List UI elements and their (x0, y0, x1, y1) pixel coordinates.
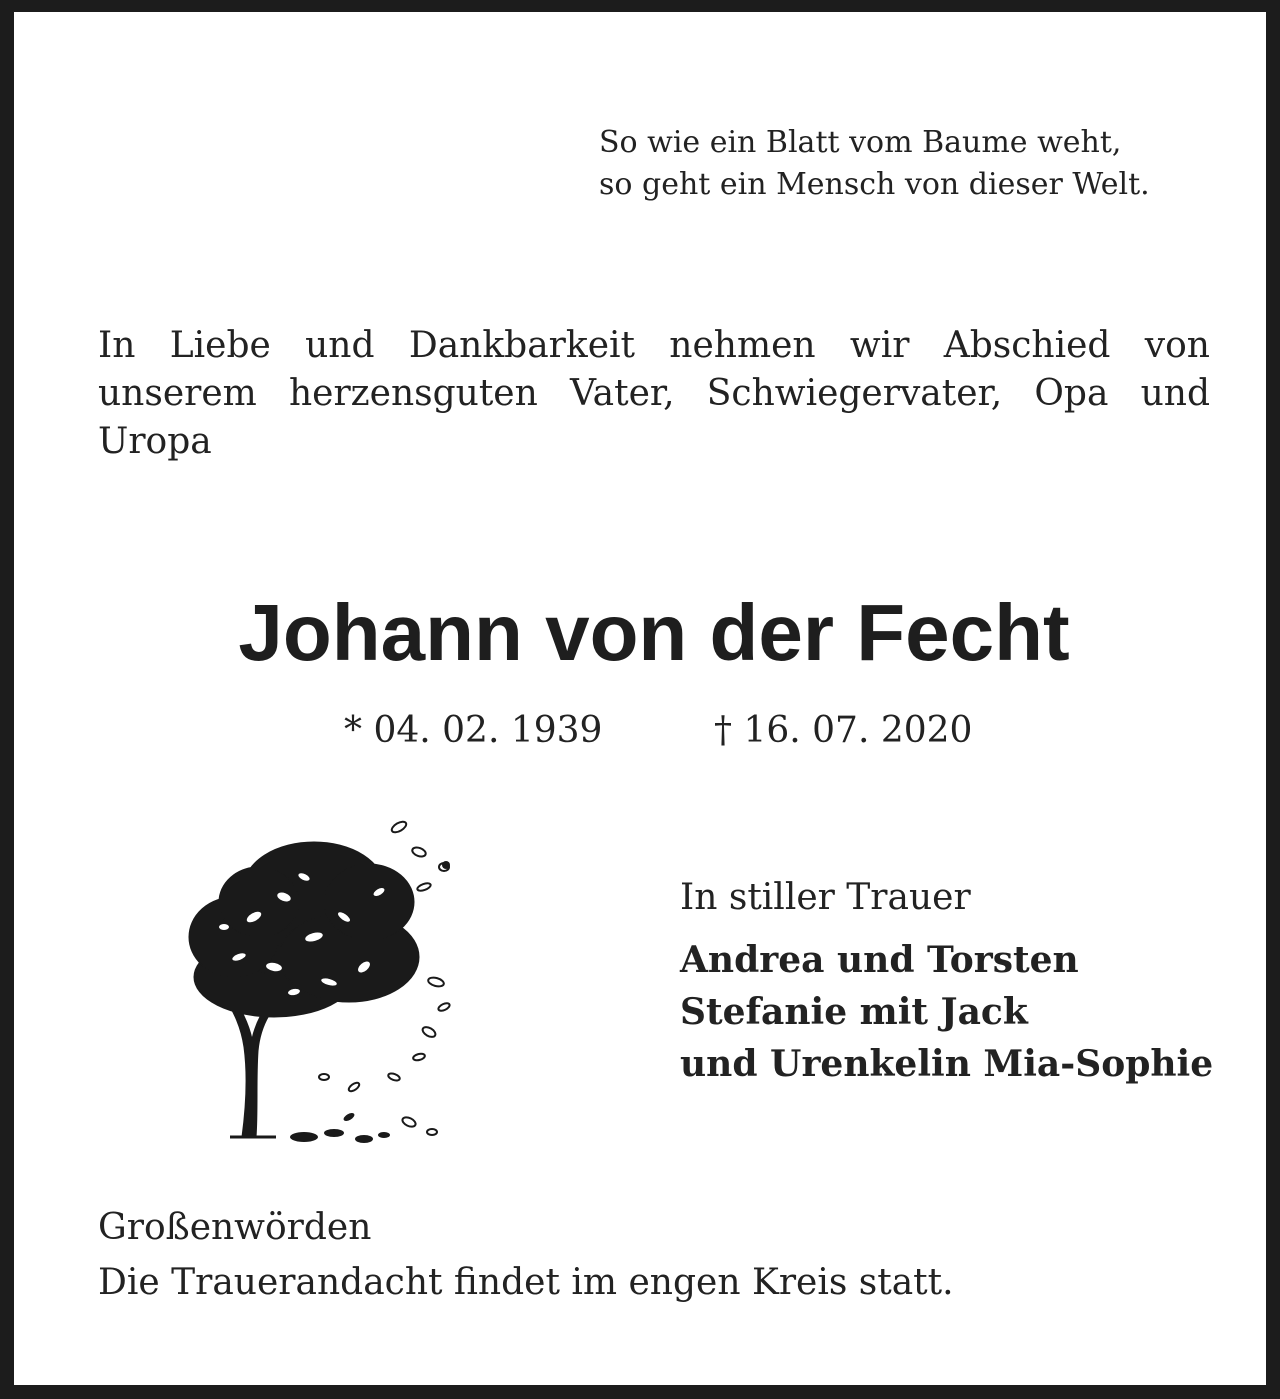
death-date: † 16. 07. 2020 (714, 710, 973, 751)
windblown-tree-icon (164, 807, 474, 1152)
motto-verse (599, 122, 1150, 206)
mourner-name: Stefanie mit Jack (680, 991, 1028, 1033)
motto-line-2: so geht ein Mensch von dieser Welt. (599, 167, 1150, 202)
motto-line-1: So wie ein Blatt vom Baume weht, (599, 125, 1122, 160)
mourners-list (680, 934, 1213, 1090)
birth-date: * 04. 02. 1939 (344, 710, 603, 751)
service-note: Die Trauerandacht findet im engen Kreis statt. (98, 1262, 954, 1303)
mourner-name: und Urenkelin Mia-Sophie (680, 1043, 1214, 1085)
mourner-name: Andrea und Torsten (680, 939, 1079, 981)
deceased-name: Johann von der Fecht (238, 588, 1070, 677)
place-name: Großenwörden (98, 1207, 372, 1248)
mourning-label: In stiller Trauer (680, 877, 971, 918)
intro-text: In Liebe und Dankbarkeit nehmen wir Abschied von unserem herzensguten Vater, Schwiegervater, Opa und Uropa (98, 325, 1210, 462)
